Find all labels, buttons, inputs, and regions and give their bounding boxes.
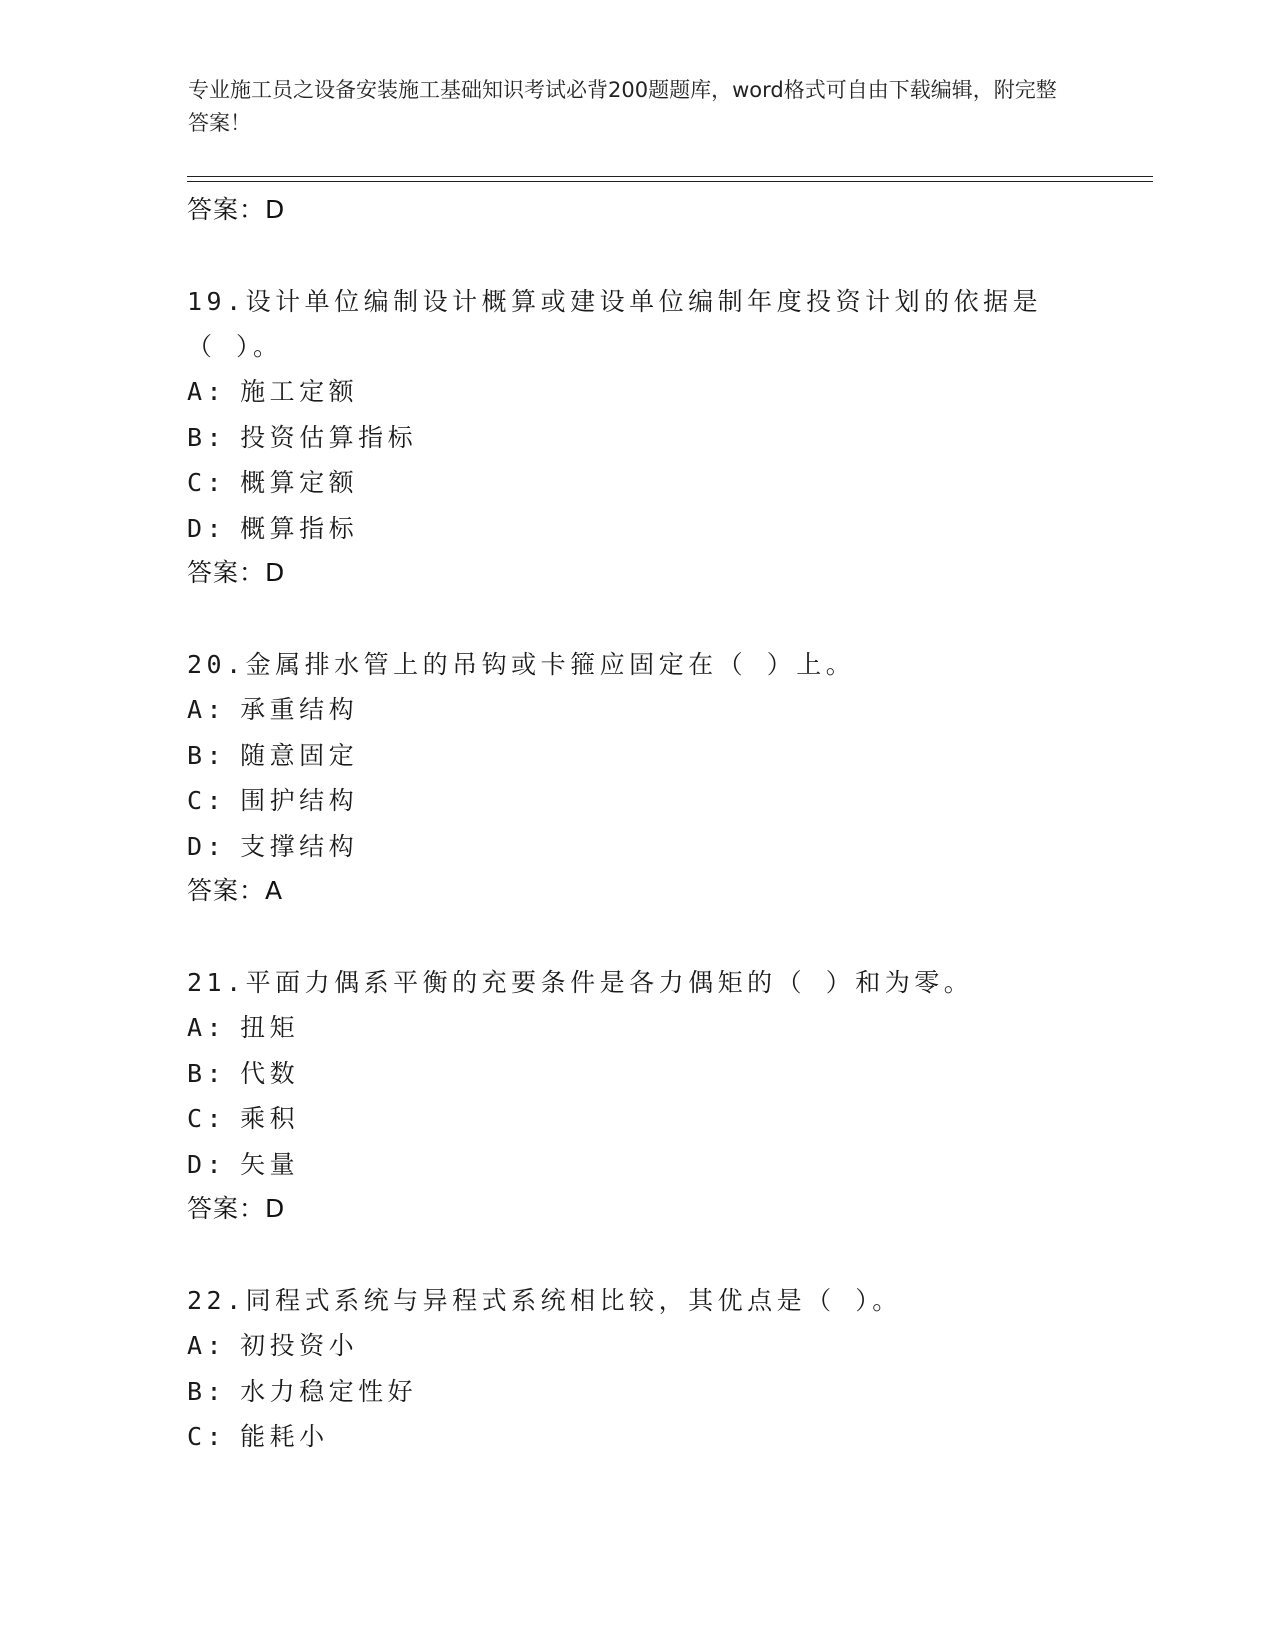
option-text: 初投资小: [240, 1331, 359, 1360]
option-key: A:: [187, 1331, 227, 1360]
option-key: C:: [187, 786, 227, 815]
option-text: 矢量: [240, 1149, 300, 1179]
option-c: [187, 460, 1067, 506]
option-key: A:: [187, 695, 227, 724]
option-d: [187, 824, 1067, 870]
option-text: 支撑结构: [240, 831, 359, 861]
header-divider-top: [187, 176, 1153, 177]
option-a: [187, 687, 1067, 733]
option-c: [187, 778, 1067, 824]
option-d: [187, 506, 1067, 552]
header-divider-bottom: [187, 181, 1153, 182]
option-a: [187, 1323, 1067, 1369]
option-c: [187, 1414, 1067, 1460]
option-text: 水力稳定性好: [240, 1376, 418, 1406]
option-a: [187, 1005, 1067, 1051]
answer-line: 答案：D: [187, 195, 286, 224]
question-text: 21.平面力偶系平衡的充要条件是各力偶矩的（ ）和为零。: [187, 968, 974, 997]
answer-line: 答案：D: [187, 558, 286, 587]
option-a: [187, 369, 1067, 415]
option-key: D:: [187, 831, 227, 861]
option-key: C:: [187, 1422, 227, 1451]
option-text: 围护结构: [240, 786, 359, 815]
option-b: [187, 733, 1067, 779]
question-text: 19.设计单位编制设计概算或建设单位编制年度投资计划的依据是（ ）。: [187, 287, 1043, 361]
option-key: C:: [187, 468, 227, 497]
question-text: 22.同程式系统与异程式系统相比较，其优点是（ ）。: [187, 1286, 902, 1315]
option-text: 乘积: [240, 1104, 300, 1133]
option-b: [187, 1051, 1067, 1097]
option-text: 投资估算指标: [240, 422, 418, 452]
option-key: D:: [187, 1149, 227, 1179]
option-b: [187, 1369, 1067, 1415]
option-text: 随意固定: [240, 740, 359, 770]
option-key: B:: [187, 422, 227, 452]
option-text: 施工定额: [240, 377, 359, 406]
option-c: [187, 1096, 1067, 1142]
option-text: 能耗小: [240, 1422, 329, 1451]
option-text: 概算指标: [240, 513, 359, 543]
option-text: 承重结构: [240, 695, 359, 724]
option-key: D:: [187, 513, 227, 543]
document-header: 专业施工员之设备安装施工基础知识考试必背200题题库，word格式可自由下载编辑，附完整答案！: [188, 78, 1057, 135]
option-b: [187, 415, 1067, 461]
option-key: A:: [187, 1013, 227, 1042]
option-key: A:: [187, 377, 227, 406]
option-key: B:: [187, 1376, 227, 1406]
option-text: 扭矩: [240, 1013, 300, 1042]
option-d: [187, 1142, 1067, 1188]
option-key: B:: [187, 1058, 227, 1088]
answer-line: 答案：A: [187, 876, 284, 905]
answer-line: 答案：D: [187, 1194, 286, 1223]
option-text: 概算定额: [240, 468, 359, 497]
option-key: B:: [187, 740, 227, 770]
option-text: 代数: [240, 1058, 300, 1088]
question-text: 20.金属排水管上的吊钩或卡箍应固定在（ ）上。: [187, 650, 856, 679]
document-body: [187, 188, 1067, 1460]
option-key: C:: [187, 1104, 227, 1133]
